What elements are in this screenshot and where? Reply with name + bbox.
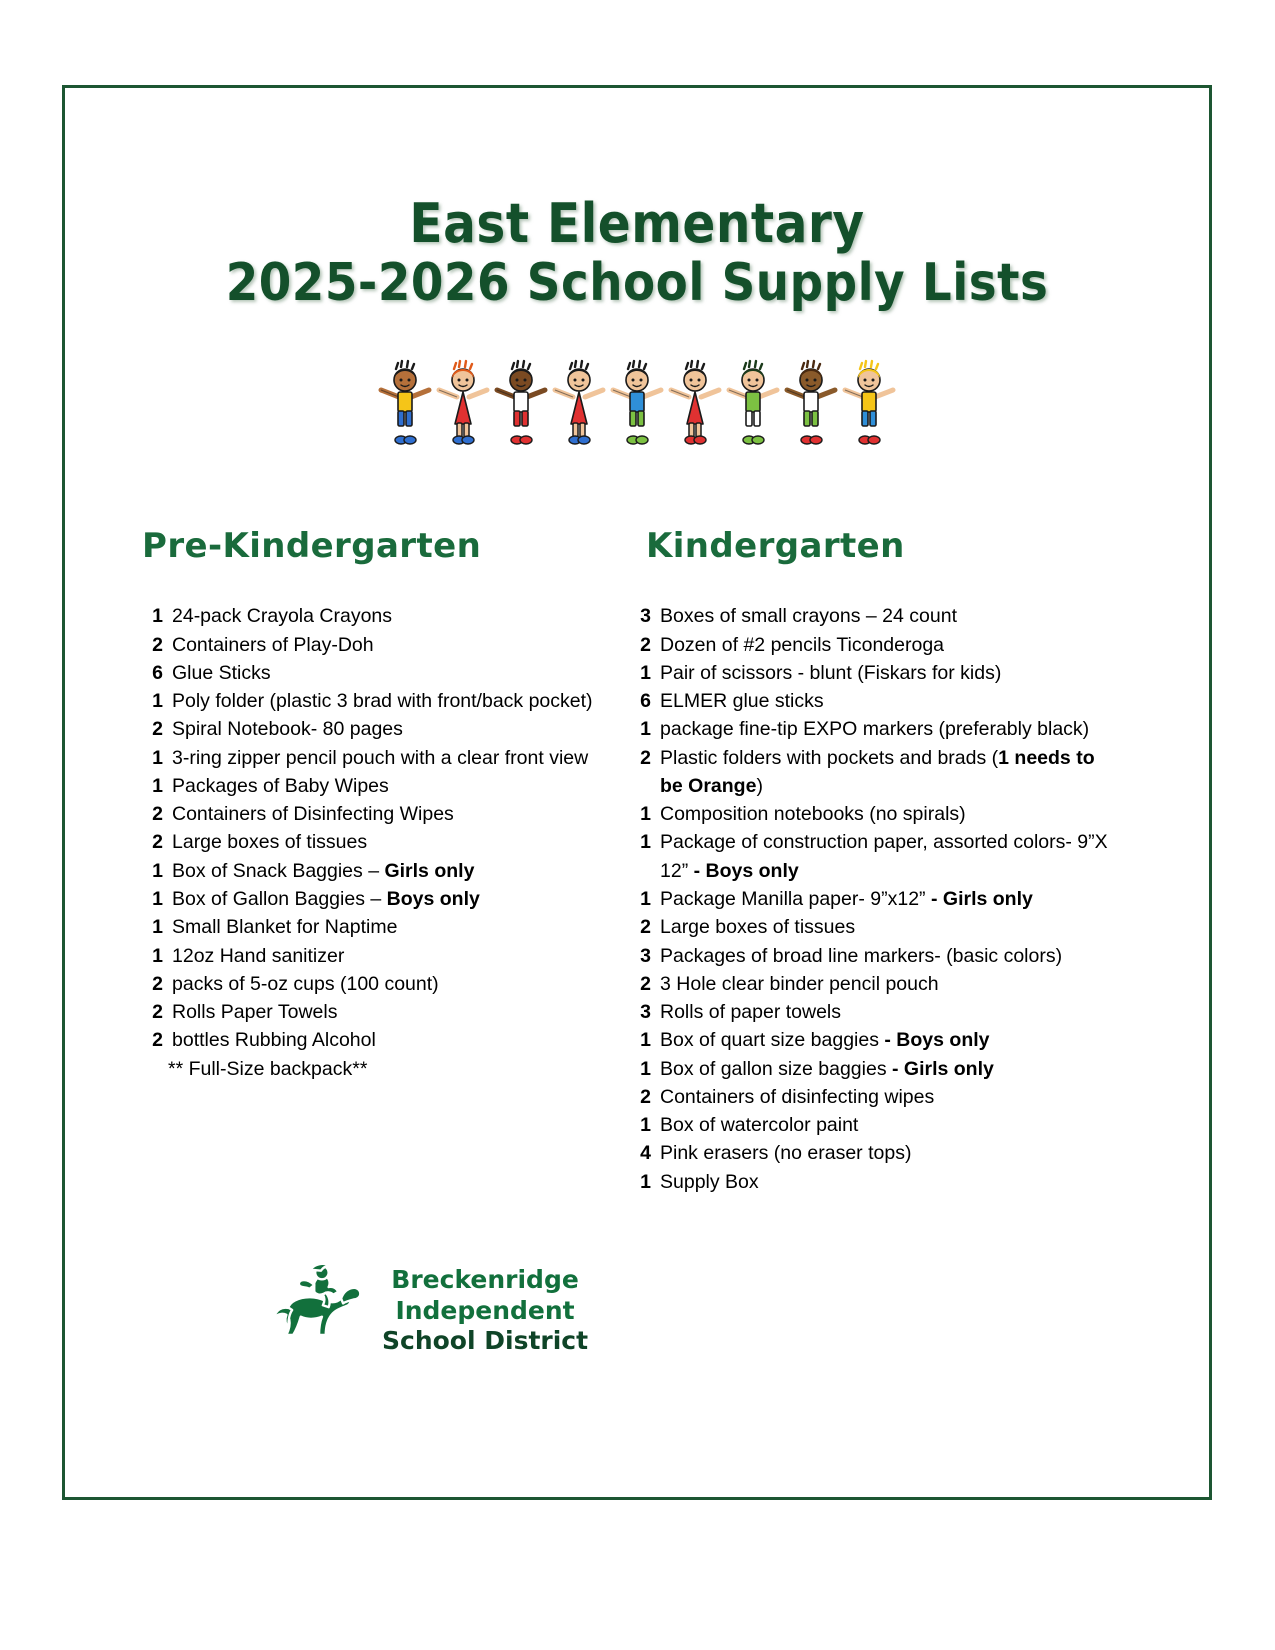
child-figure bbox=[667, 352, 723, 464]
supply-list-item bbox=[142, 828, 604, 856]
item-description: ELMER glue sticks bbox=[660, 690, 824, 713]
supply-list-item bbox=[142, 715, 604, 743]
supply-list-item bbox=[142, 659, 604, 687]
item-quantity: 1 bbox=[640, 888, 651, 910]
item-description: Box of watercolor paint bbox=[660, 1114, 859, 1137]
item-quantity: 1 bbox=[640, 1029, 651, 1052]
column-pre-kindergarten bbox=[124, 526, 604, 1196]
supply-list-item bbox=[630, 998, 1122, 1026]
item-description: Dozen of #2 pencils Ticonderoga bbox=[660, 633, 945, 656]
item-quantity: 1 bbox=[152, 746, 163, 769]
item-description: Small Blanket for Naptime bbox=[172, 916, 398, 939]
supply-list-item bbox=[630, 687, 1122, 715]
item-description: Rolls of paper towels bbox=[660, 1001, 842, 1024]
item-quantity: 1 bbox=[640, 1170, 651, 1193]
supply-list-item bbox=[142, 942, 604, 970]
bucking-bronco-rider-icon bbox=[272, 1260, 368, 1362]
item-description: 3 Hole clear binder pencil pouch bbox=[660, 972, 939, 995]
supply-list-item bbox=[142, 744, 604, 772]
item-description: Boxes of small crayons – 24 count bbox=[660, 605, 957, 628]
item-description: bottles Rubbing Alcohol bbox=[172, 1029, 376, 1052]
item-quantity: 2 bbox=[640, 916, 651, 939]
supply-list-item bbox=[630, 602, 1122, 630]
child-figure bbox=[609, 352, 665, 464]
item-description: Glue Sticks bbox=[172, 661, 271, 684]
supply-list-item bbox=[142, 913, 604, 941]
item-quantity: 2 bbox=[152, 633, 163, 656]
supply-list-item bbox=[630, 800, 1122, 828]
supply-list-item bbox=[142, 998, 604, 1026]
item-emphasis: - Boys only bbox=[884, 1029, 990, 1052]
item-quantity: 2 bbox=[640, 633, 651, 656]
item-quantity: 2 bbox=[152, 803, 163, 826]
item-quantity: 1 bbox=[640, 1057, 651, 1080]
item-quantity: 1 bbox=[640, 661, 651, 684]
supply-list-item bbox=[142, 602, 604, 630]
item-emphasis: Girls only bbox=[384, 859, 475, 882]
item-description: Pink erasers (no eraser tops) bbox=[660, 1142, 912, 1165]
item-emphasis: Boys only bbox=[386, 888, 480, 910]
title-line-year: 2025-2026 School Supply Lists bbox=[225, 253, 1049, 314]
item-quantity: 2 bbox=[152, 972, 163, 995]
item-description: 12oz Hand sanitizer bbox=[172, 944, 345, 967]
heading-kindergarten: Kindergarten bbox=[646, 526, 905, 567]
item-quantity: 4 bbox=[640, 1142, 651, 1165]
supply-list-item bbox=[142, 970, 604, 998]
supply-list-item bbox=[630, 1055, 1122, 1083]
supply-list-item bbox=[630, 1083, 1122, 1111]
document-content bbox=[62, 85, 1212, 1500]
item-quantity: 3 bbox=[640, 605, 651, 628]
item-quantity: 1 bbox=[152, 888, 163, 910]
item-description: packs of 5-oz cups (100 count) bbox=[172, 972, 439, 995]
item-quantity: 1 bbox=[640, 803, 651, 826]
supply-list-item bbox=[630, 1111, 1122, 1139]
item-description: Box of Gallon Baggies – Boys only bbox=[172, 888, 480, 910]
item-quantity: 2 bbox=[152, 1001, 163, 1024]
supply-list-item bbox=[630, 1026, 1122, 1054]
child-figure bbox=[551, 352, 607, 464]
supply-list-item bbox=[142, 631, 604, 659]
supply-list-item bbox=[142, 885, 604, 913]
item-quantity: 2 bbox=[640, 972, 651, 995]
item-quantity: 3 bbox=[640, 944, 651, 967]
item-quantity: 2 bbox=[152, 718, 163, 741]
column-kindergarten bbox=[622, 526, 1122, 1196]
item-description: Poly folder (plastic 3 brad with front/back pocket) bbox=[172, 690, 593, 713]
item-description: Packages of Baby Wipes bbox=[172, 774, 389, 797]
child-figure bbox=[725, 352, 781, 464]
title-line-school: East Elementary bbox=[409, 192, 865, 255]
item-description: Box of gallon size baggies - Girls only bbox=[660, 1057, 994, 1080]
child-figure bbox=[493, 352, 549, 464]
supply-list-kindergarten bbox=[622, 602, 1122, 1196]
supply-list-item bbox=[630, 885, 1122, 913]
item-description: Box of Snack Baggies – Girls only bbox=[172, 859, 475, 882]
item-quantity: 2 bbox=[640, 746, 651, 769]
item-description: Plastic folders with pockets and brads (1 needs to be Orange) bbox=[660, 746, 1095, 797]
item-description: package fine-tip EXPO markers (preferably black) bbox=[660, 718, 1090, 741]
district-logo-text bbox=[382, 1265, 588, 1357]
item-quantity: 1 bbox=[152, 944, 163, 967]
child-figure bbox=[783, 352, 839, 464]
item-quantity: 6 bbox=[640, 690, 651, 713]
supply-list-item bbox=[630, 659, 1122, 687]
supply-list-item bbox=[142, 857, 604, 885]
child-figure bbox=[435, 352, 491, 464]
supply-list-item bbox=[630, 942, 1122, 970]
page-title bbox=[62, 85, 1212, 314]
item-quantity: 2 bbox=[152, 831, 163, 854]
item-description: Large boxes of tissues bbox=[660, 916, 856, 939]
item-quantity: 1 bbox=[640, 1114, 651, 1137]
item-quantity: 1 bbox=[152, 774, 163, 797]
item-description: Packages of broad line markers- (basic colors) bbox=[660, 944, 1063, 967]
item-emphasis: - Boys only bbox=[693, 859, 799, 882]
supply-list-item bbox=[630, 913, 1122, 941]
supply-list-pre-kindergarten bbox=[124, 602, 604, 1054]
item-emphasis: 1 needs to be Orange bbox=[660, 746, 1095, 797]
supply-list-item bbox=[630, 828, 1122, 885]
item-description: Rolls Paper Towels bbox=[172, 1001, 338, 1024]
supply-list-item bbox=[142, 772, 604, 800]
item-description: Package Manilla paper- 9”x12” - Girls only bbox=[660, 888, 1033, 910]
item-quantity: 1 bbox=[640, 831, 651, 854]
item-quantity: 2 bbox=[152, 1029, 163, 1052]
supply-list-item bbox=[630, 631, 1122, 659]
item-description: Supply Box bbox=[660, 1170, 759, 1193]
item-quantity: 1 bbox=[152, 690, 163, 713]
supply-columns bbox=[62, 526, 1212, 1196]
heading-pre-kindergarten: Pre-Kindergarten bbox=[142, 526, 482, 567]
supply-list-item bbox=[630, 1168, 1122, 1196]
item-description: Package of construction paper, assorted colors- 9”X 12” - Boys only bbox=[660, 831, 1108, 882]
logo-line-1: Breckenridge bbox=[391, 1265, 579, 1295]
item-description: 3-ring zipper pencil pouch with a clear front view bbox=[172, 746, 589, 769]
item-description: Large boxes of tissues bbox=[172, 831, 368, 854]
item-description: Pair of scissors - blunt (Fiskars for kids) bbox=[660, 661, 1002, 684]
supply-list-item bbox=[142, 687, 604, 715]
item-quantity: 1 bbox=[152, 605, 163, 628]
item-description: Spiral Notebook- 80 pages bbox=[172, 718, 403, 741]
item-description: Containers of Play-Doh bbox=[172, 633, 374, 656]
supply-list-item bbox=[630, 715, 1122, 743]
item-description: Containers of disinfecting wipes bbox=[660, 1085, 935, 1108]
logo-line-2: Independent bbox=[395, 1295, 575, 1325]
child-figure bbox=[841, 352, 897, 464]
item-quantity: 2 bbox=[640, 1085, 651, 1108]
item-emphasis: - Girls only bbox=[891, 1057, 994, 1080]
logo-line-3: School District bbox=[382, 1326, 589, 1356]
district-logo bbox=[62, 1260, 1212, 1362]
children-holding-hands-illustration bbox=[62, 349, 1212, 464]
item-quantity: 6 bbox=[152, 661, 163, 684]
item-description: Composition notebooks (no spirals) bbox=[660, 803, 966, 826]
supply-list-item bbox=[630, 970, 1122, 998]
note-pre-kindergarten: ** Full-Size backpack** bbox=[168, 1057, 368, 1080]
supply-list-item bbox=[142, 800, 604, 828]
supply-list-item bbox=[630, 1139, 1122, 1167]
supply-list-item bbox=[630, 744, 1122, 801]
item-description: 24-pack Crayola Crayons bbox=[172, 605, 393, 628]
item-quantity: 1 bbox=[152, 916, 163, 939]
item-quantity: 1 bbox=[640, 718, 651, 741]
item-quantity: 3 bbox=[640, 1001, 651, 1024]
item-emphasis: - Girls only bbox=[930, 888, 1033, 910]
item-description: Containers of Disinfecting Wipes bbox=[172, 803, 454, 826]
item-description: Box of quart size baggies - Boys only bbox=[660, 1029, 990, 1052]
supply-list-item bbox=[142, 1026, 604, 1054]
item-quantity: 1 bbox=[152, 859, 163, 882]
child-figure bbox=[377, 352, 433, 464]
